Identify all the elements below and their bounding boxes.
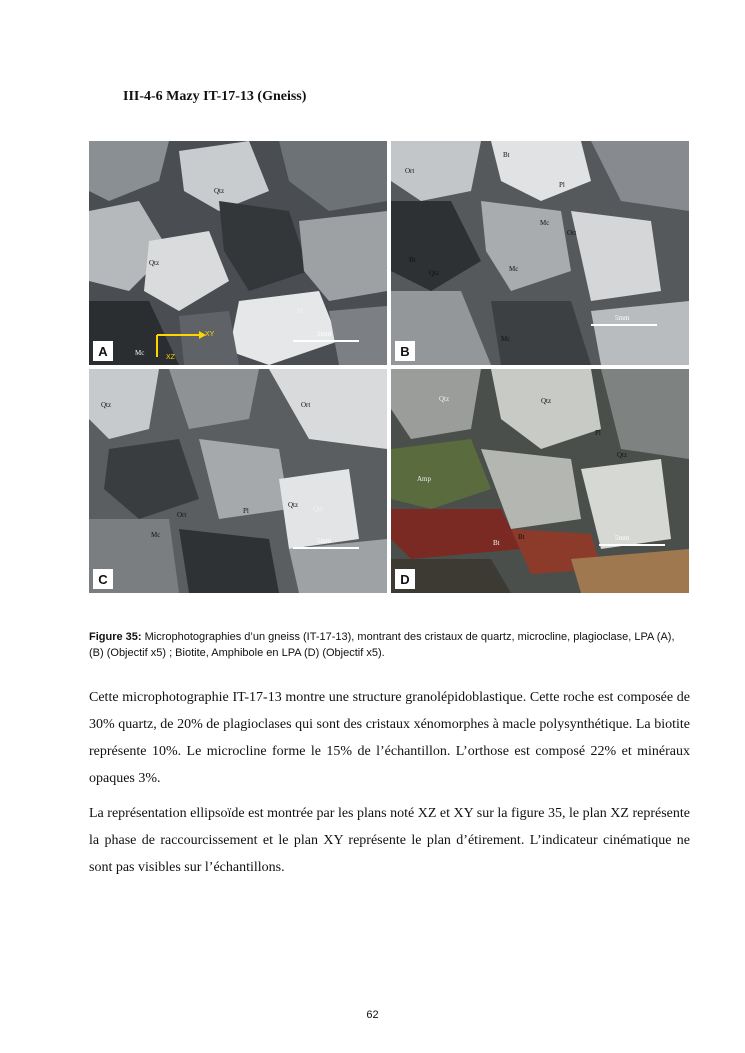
mineral-label-pl: Pl bbox=[297, 307, 303, 315]
body-paragraph: Cette microphotographie IT-17-13 montre une structure granolépidoblastique. Cette roche est composée de 30% quartz, de 20% de plagioclases qui sont des cristaux xénomorphes à macle polysynthétique. La biotite représente 10%. Le microcline forme le 15% de l’échantillon. L’orthose est composé 22% et minéraux opaques 3%. bbox=[89, 690, 690, 786]
mineral-label-pl: Pl bbox=[243, 507, 249, 515]
mineral-label-pl: Pl bbox=[559, 181, 565, 189]
scale-label: 5mm bbox=[317, 537, 332, 545]
mineral-label-pl: Pl bbox=[595, 429, 601, 437]
micrograph-panel-b bbox=[391, 141, 689, 365]
mineral-label-bt: Bt bbox=[493, 539, 500, 547]
mineral-label-qtz: Qtz bbox=[214, 187, 225, 195]
micrograph-panel-a bbox=[89, 141, 387, 365]
scale-bar bbox=[591, 324, 657, 326]
xy-axis-label: XY bbox=[205, 331, 215, 338]
mineral-label-bt: Bt bbox=[518, 533, 525, 541]
mineral-label-ort: Ort bbox=[567, 229, 577, 237]
mineral-label-mc: Mc bbox=[509, 265, 519, 273]
micrograph-a-image bbox=[89, 141, 387, 365]
scale-label: 5mm bbox=[615, 314, 630, 322]
mineral-label-qtz: Qtz bbox=[429, 269, 440, 277]
mineral-label-qtz: Qtz bbox=[313, 505, 324, 513]
mineral-label-qtz: Qtz bbox=[149, 259, 160, 267]
panel-label-a: A bbox=[93, 341, 113, 361]
micrograph-d-image bbox=[391, 369, 689, 593]
micrograph-c-image bbox=[89, 369, 387, 593]
mineral-label-ort: Ort bbox=[177, 511, 187, 519]
mineral-label-qtz: Qtz bbox=[101, 401, 112, 409]
mineral-label-ort: Ort bbox=[301, 401, 311, 409]
mineral-label-qtz: Qtz bbox=[541, 397, 552, 405]
micrograph-panel-d bbox=[391, 369, 689, 593]
mineral-label-qtz: Qtz bbox=[617, 451, 628, 459]
micrograph-panel-c bbox=[89, 369, 387, 593]
scale-bar bbox=[293, 547, 359, 549]
mineral-label-qtz: Qtz bbox=[288, 501, 299, 509]
scale-label: 5mm bbox=[317, 330, 332, 338]
mineral-label-qtz: Qtz bbox=[439, 395, 450, 403]
mineral-label-ort: Ort bbox=[405, 167, 415, 175]
scale-label: 5mm bbox=[615, 534, 630, 542]
panel-label-b: B bbox=[395, 341, 415, 361]
scale-bar bbox=[293, 340, 359, 342]
micrograph-b-image bbox=[391, 141, 689, 365]
mineral-label-amp: Amp bbox=[417, 475, 431, 483]
panel-label-c: C bbox=[93, 569, 113, 589]
strain-axes-icon bbox=[151, 329, 211, 359]
figure-35 bbox=[89, 141, 689, 593]
page-number: 62 bbox=[366, 1009, 379, 1021]
section-heading: III-4-6 Mazy IT-17-13 (Gneiss) bbox=[123, 89, 307, 104]
mineral-label-bt: Bt bbox=[503, 151, 510, 159]
panel-label-d: D bbox=[395, 569, 415, 589]
scale-bar bbox=[599, 544, 665, 546]
mineral-label-mc: Mc bbox=[540, 219, 550, 227]
figure-caption bbox=[89, 629, 689, 661]
mineral-label-mc: Mc bbox=[501, 335, 511, 343]
caption-label: Figure 35: bbox=[89, 631, 142, 643]
mineral-label-bt: Bt bbox=[409, 256, 416, 264]
xz-axis-label: XZ bbox=[166, 354, 175, 361]
body-paragraph: La représentation ellipsoïde est montrée par les plans noté XZ et XY sur la figure 35, le plan XZ représente la phase de raccourcissement et le plan XY représente le plan d’étirement. L’indicateur cinématique ne sont pas visibles sur l’échantillons. bbox=[89, 806, 690, 875]
mineral-label-mc: Mc bbox=[135, 349, 145, 357]
caption-text: Microphotographies d’un gneiss (IT-17-13), montrant des cristaux de quartz, microcline, plagioclase, LPA (A), (B) (Objectif x5) ; Biotite, Amphibole en LPA (D) (Objectif x5). bbox=[89, 631, 675, 659]
mineral-label-mc: Mc bbox=[151, 531, 161, 539]
